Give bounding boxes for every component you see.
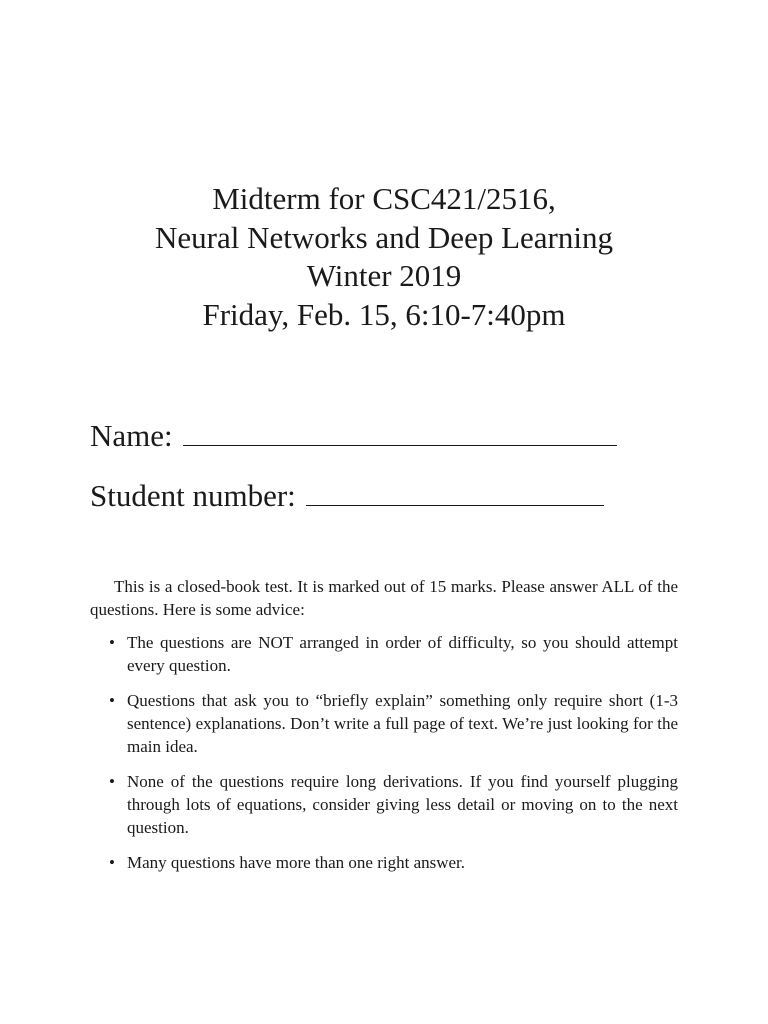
advice-text: Many questions have more than one right answer. bbox=[127, 853, 466, 872]
advice-text: The questions are NOT arranged in order of difficulty, so you should attempt every question. bbox=[127, 633, 678, 675]
advice-text: None of the questions require long derivations. If you find yourself plugging through lots of equations, consider giving less detail or moving on to the next question. bbox=[127, 772, 678, 837]
bullet-icon: • bbox=[109, 691, 115, 710]
title-term: Winter 2019 bbox=[306, 258, 462, 293]
title-date-time: Friday, Feb. 15, 6:10-7:40pm bbox=[202, 296, 566, 332]
instructions-intro: This is a closed-book test. It is marked out of 15 marks. Please answer ALL of the questions. Here is some advice: bbox=[90, 577, 678, 619]
exam-title bbox=[0, 180, 768, 334]
bullet-icon: • bbox=[109, 772, 115, 791]
instructions bbox=[90, 575, 678, 886]
bullet-icon: • bbox=[109, 633, 115, 652]
advice-list bbox=[90, 631, 678, 874]
name-label: Name: bbox=[90, 418, 173, 453]
bullet-icon: • bbox=[109, 853, 115, 872]
student-number-blank-line bbox=[306, 477, 604, 506]
advice-item bbox=[90, 851, 678, 874]
advice-text: Questions that ask you to “briefly explain” something only require short (1-3 sentence) explanations. Don’t write a full page of text. We’re just looking for the main idea. bbox=[127, 691, 678, 756]
advice-item bbox=[90, 770, 678, 839]
title-course: Midterm for CSC421/2516, bbox=[212, 181, 556, 216]
advice-item bbox=[90, 689, 678, 758]
advice-item bbox=[90, 631, 678, 677]
student-number-label: Student number: bbox=[90, 478, 296, 513]
name-field bbox=[90, 417, 617, 454]
student-number-field bbox=[90, 477, 604, 514]
name-blank-line bbox=[183, 417, 617, 446]
title-subject: Neural Networks and Deep Learning bbox=[155, 219, 613, 255]
